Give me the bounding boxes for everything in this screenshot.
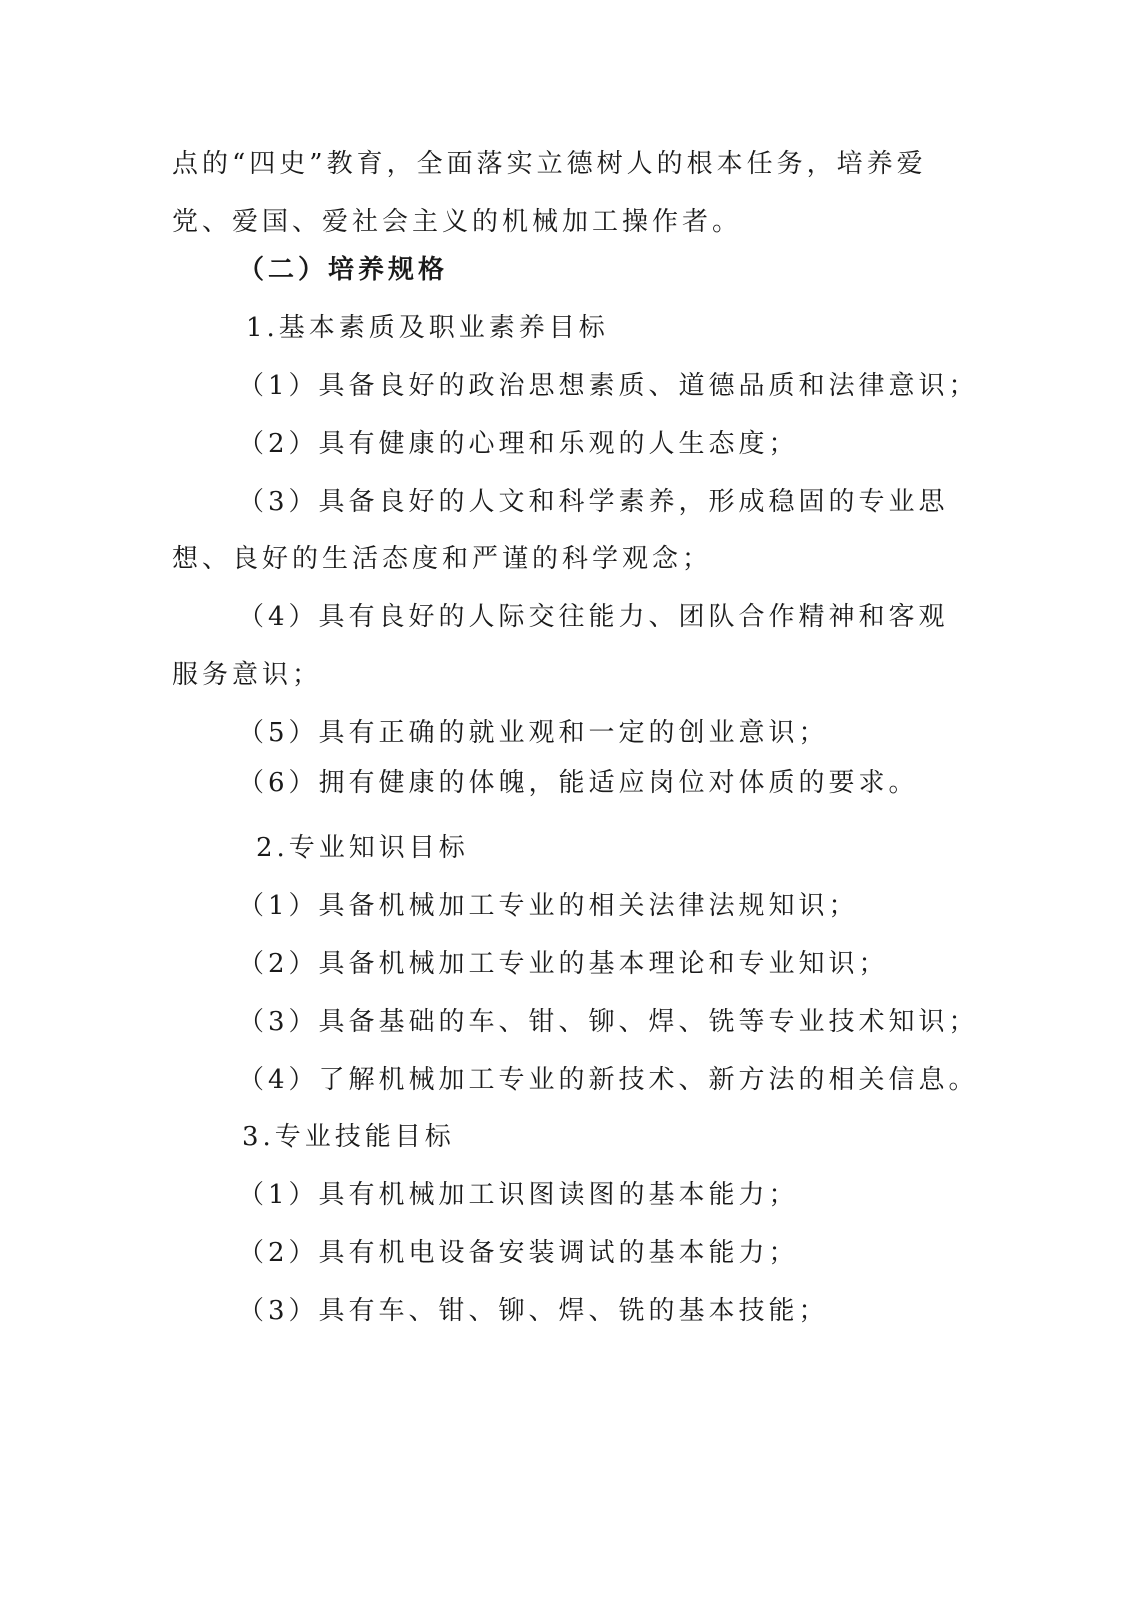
subsection-heading: 3.专业技能目标 bbox=[242, 1122, 455, 1152]
list-item: （2）具备机械加工专业的基本理论和专业知识； bbox=[238, 949, 889, 979]
list-item: （3）具备良好的人文和科学素养，形成稳固的专业思 bbox=[238, 487, 949, 517]
section-heading: （二）培养规格 bbox=[238, 255, 449, 285]
list-item: （5）具有正确的就业观和一定的创业意识； bbox=[238, 718, 829, 748]
list-item: （4）具有良好的人际交往能力、团队合作精神和客观 bbox=[238, 602, 949, 632]
list-item: （3）具备基础的车、钳、铆、焊、铣等专业技术知识； bbox=[238, 1007, 979, 1037]
list-item: （3）具有车、钳、铆、焊、铣的基本技能； bbox=[238, 1296, 829, 1326]
list-item: （1）具备机械加工专业的相关法律法规知识； bbox=[238, 891, 859, 921]
subsection-heading: 1.基本素质及职业素养目标 bbox=[246, 313, 609, 343]
text-line: 点的“四史”教育，全面落实立德树人的根本任务，培养爱 bbox=[172, 149, 927, 179]
list-item: （2）具有机电设备安装调试的基本能力； bbox=[238, 1238, 799, 1268]
list-item-continuation: 想、良好的生活态度和严谨的科学观念； bbox=[172, 544, 713, 574]
list-item: （1）具有机械加工识图读图的基本能力； bbox=[238, 1180, 799, 1210]
subsection-heading: 2.专业知识目标 bbox=[256, 833, 469, 863]
text-line: 党、爱国、爱社会主义的机械加工操作者。 bbox=[172, 207, 743, 237]
list-item: （1）具备良好的政治思想素质、道德品质和法律意识； bbox=[238, 371, 979, 401]
list-item: （2）具有健康的心理和乐观的人生态度； bbox=[238, 429, 799, 459]
list-item-continuation: 服务意识； bbox=[172, 660, 323, 690]
list-item: （4）了解机械加工专业的新技术、新方法的相关信息。 bbox=[238, 1065, 979, 1095]
list-item: （6）拥有健康的体魄，能适应岗位对体质的要求。 bbox=[238, 768, 919, 798]
